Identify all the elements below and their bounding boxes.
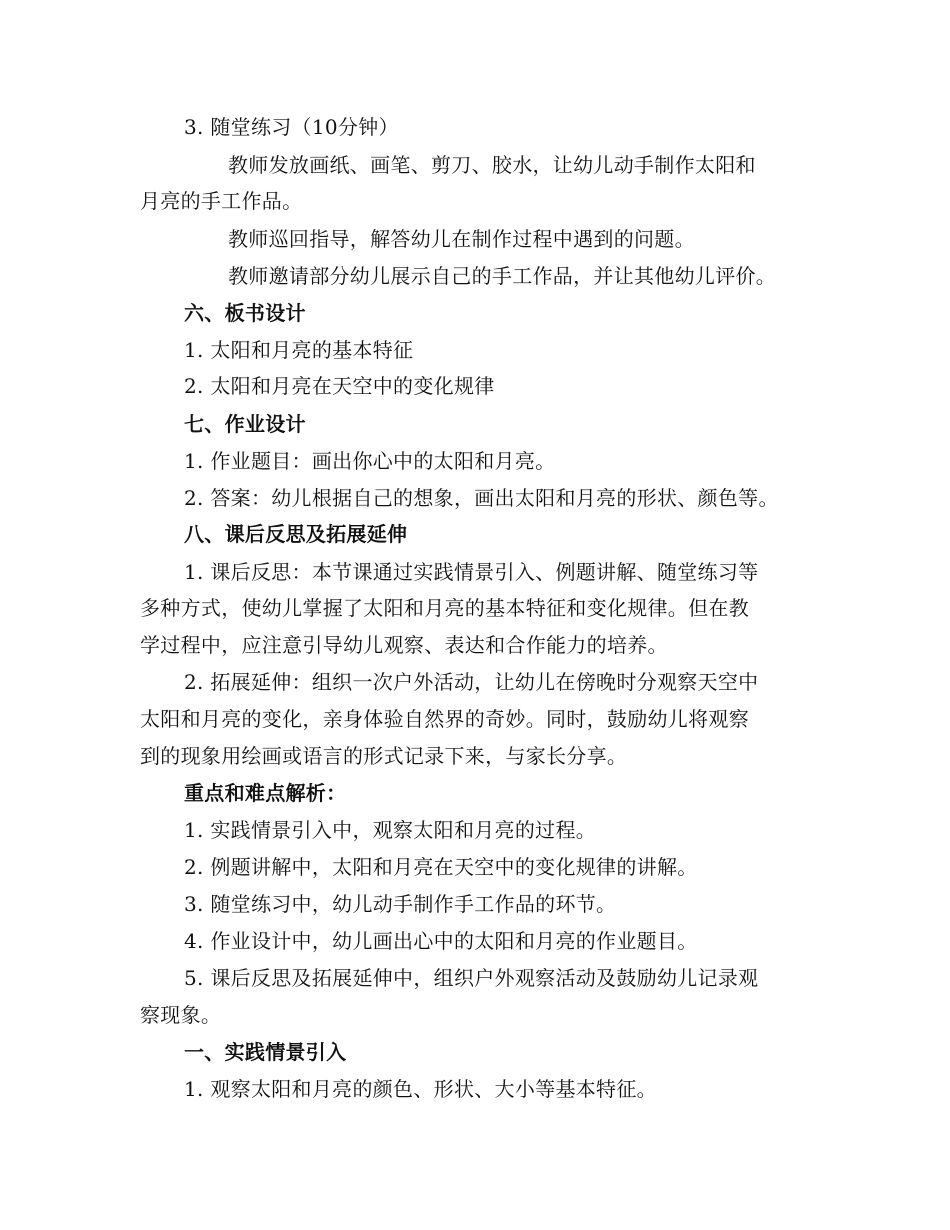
practice-paragraph-1-line-1: 教师发放画纸、画笔、剪刀、胶水，让幼儿动手制作太阳和 [228, 153, 756, 177]
homework-heading: 七、作业设计 [184, 412, 306, 436]
practice-paragraph-1-line-2: 月亮的手工作品。 [140, 189, 303, 213]
board-design-item: 2. 太阳和月亮在天空中的变化规律 [184, 374, 495, 398]
keypoints-item-5-line-2: 察现象。 [140, 1003, 222, 1027]
reflection-paragraph-1-line-2: 多种方式，使幼儿掌握了太阳和月亮的基本特征和变化规律。但在教 [140, 596, 749, 620]
reflection-paragraph-2-line-2: 太阳和月亮的变化，亲身体验自然界的奇妙。同时，鼓励幼儿将观察 [140, 707, 749, 731]
homework-item: 1. 作业题目：画出你心中的太阳和月亮。 [184, 449, 556, 473]
keypoints-item: 2. 例题讲解中，太阳和月亮在天空中的变化规律的讲解。 [184, 855, 698, 879]
board-design-heading: 六、板书设计 [184, 301, 306, 325]
homework-item: 2. 答案：幼儿根据自己的想象，画出太阳和月亮的形状、颜色等。 [184, 486, 779, 510]
reflection-paragraph-2-line-3: 到的现象用绘画或语言的形式记录下来，与家长分享。 [140, 744, 628, 768]
keypoints-item: 1. 实践情景引入中，观察太阳和月亮的过程。 [184, 818, 597, 842]
keypoints-item: 4. 作业设计中，幼儿画出心中的太阳和月亮的作业题目。 [184, 929, 698, 953]
keypoints-item-5-line-1: 5. 课后反思及拓展延伸中，组织户外观察活动及鼓励幼儿记录观 [184, 966, 759, 990]
practice-heading: 3. 随堂练习（10分钟） [184, 115, 399, 139]
board-design-item: 1. 太阳和月亮的基本特征 [184, 338, 414, 362]
reflection-paragraph-1-line-3: 学过程中，应注意引导幼儿观察、表达和合作能力的培养。 [140, 633, 668, 657]
reflection-heading: 八、课后反思及拓展延伸 [184, 522, 408, 546]
reflection-paragraph-2-line-1: 2. 拓展延伸：组织一次户外活动，让幼儿在傍晚时分观察天空中 [184, 670, 759, 694]
practice-paragraph-2: 教师巡回指导，解答幼儿在制作过程中遇到的问题。 [228, 227, 695, 251]
intro-heading: 一、实践情景引入 [184, 1040, 347, 1064]
keypoints-item: 3. 随堂练习中，幼儿动手制作手工作品的环节。 [184, 892, 617, 916]
intro-item: 1. 观察太阳和月亮的颜色、形状、大小等基本特征。 [184, 1077, 657, 1101]
practice-paragraph-3: 教师邀请部分幼儿展示自己的手工作品，并让其他幼儿评价。 [228, 264, 777, 288]
keypoints-heading: 重点和难点解析： [184, 781, 347, 805]
reflection-paragraph-1-line-1: 1. 课后反思：本节课通过实践情景引入、例题讲解、随堂练习等 [184, 560, 759, 584]
